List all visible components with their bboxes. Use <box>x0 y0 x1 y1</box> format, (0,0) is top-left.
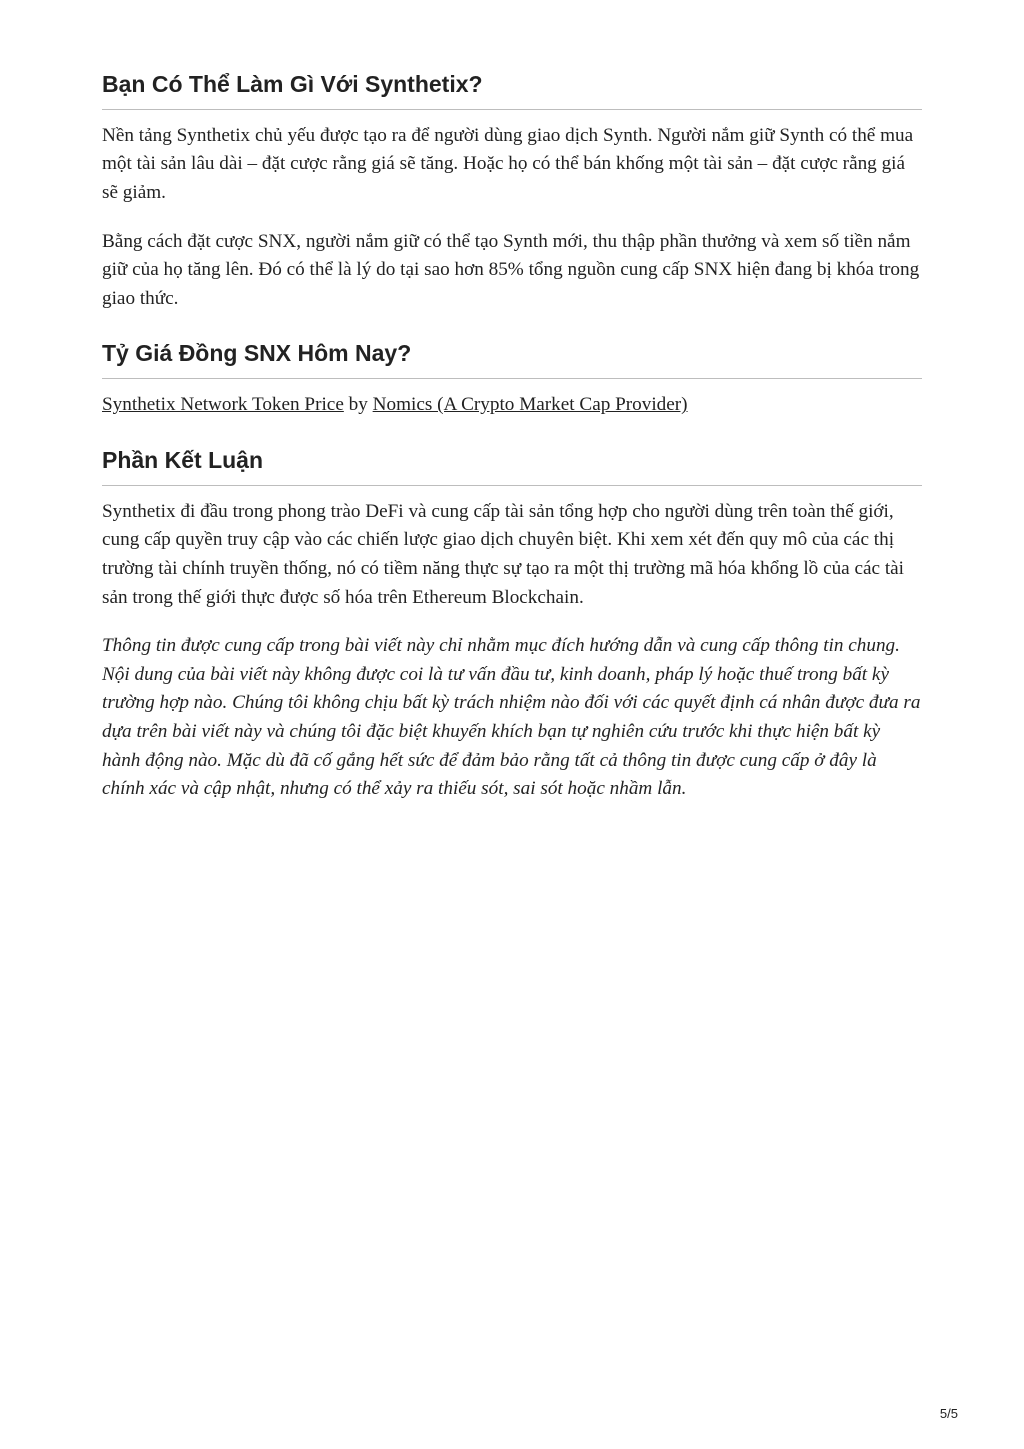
price-link[interactable]: Synthetix Network Token Price <box>102 394 344 416</box>
provider-link[interactable]: Nomics (A Crypto Market Cap Provider) <box>372 394 688 416</box>
page-number: 5/5 <box>939 1406 958 1421</box>
section-snx-price <box>102 339 922 419</box>
disclaimer: Thông tin được cung cấp trong bài viết này chỉ nhằm mục đích hướng dẫn và cung cấp thông tin chung. Nội dung của bài viết này không được coi là tư vấn đầu tư, kinh doanh, pháp lý hoặc thuế trong bất kỳ trường hợp nào. Chúng tôi không chịu bất kỳ trách nhiệm nào đối với các quyết định cá nhân được đưa ra dựa trên bài viết này và chúng tôi đặc biệt khuyến khích bạn tự nghiên cứu trước khi thực hiện bất kỳ hành động nào. Mặc dù đã cố gắng hết sức để đảm bảo rằng tất cả thông tin được cung cấp ở đây là chính xác và cập nhật, nhưng có thể xảy ra thiếu sót, sai sót hoặc nhầm lẫn. <box>102 635 921 800</box>
price-attribution <box>102 391 922 420</box>
article-content <box>102 70 922 830</box>
section-heading: Bạn Có Thể Làm Gì Với Synthetix? <box>102 70 922 110</box>
section-what-can-you-do <box>102 70 922 313</box>
section-heading: Tỷ Giá Đồng SNX Hôm Nay? <box>102 339 922 379</box>
paragraph: Synthetix đi đầu trong phong trào DeFi và cung cấp tài sản tổng hợp cho người dùng trên toàn thế giới, cung cấp quyền truy cập vào các chiến lược giao dịch chuyên biệt. Khi xem xét đến quy mô của các thị trường tài chính truyền thống, nó có tiềm năng thực sự tạo ra một thị trường mã hóa khổng lồ của các tài sản trong thế giới thực được số hóa trên Ethereum Blockchain. <box>102 500 905 608</box>
section-heading: Phần Kết Luận <box>102 446 922 486</box>
paragraph: Bằng cách đặt cược SNX, người nắm giữ có thể tạo Synth mới, thu thập phần thưởng và xem số tiền nắm giữ của họ tăng lên. Đó có thể là lý do tại sao hơn 85% tổng nguồn cung cấp SNX hiện đang bị khóa trong giao thức. <box>102 230 920 309</box>
paragraph: Nền tảng Synthetix chủ yếu được tạo ra để người dùng giao dịch Synth. Người nắm giữ Synth có thể mua một tài sản lâu dài – đặt cược rằng giá sẽ tăng. Hoặc họ có thể bán khống một tài sản – đặt cược rằng giá sẽ giảm. <box>102 124 914 204</box>
section-conclusion <box>102 446 922 804</box>
by-text: by <box>348 394 368 416</box>
